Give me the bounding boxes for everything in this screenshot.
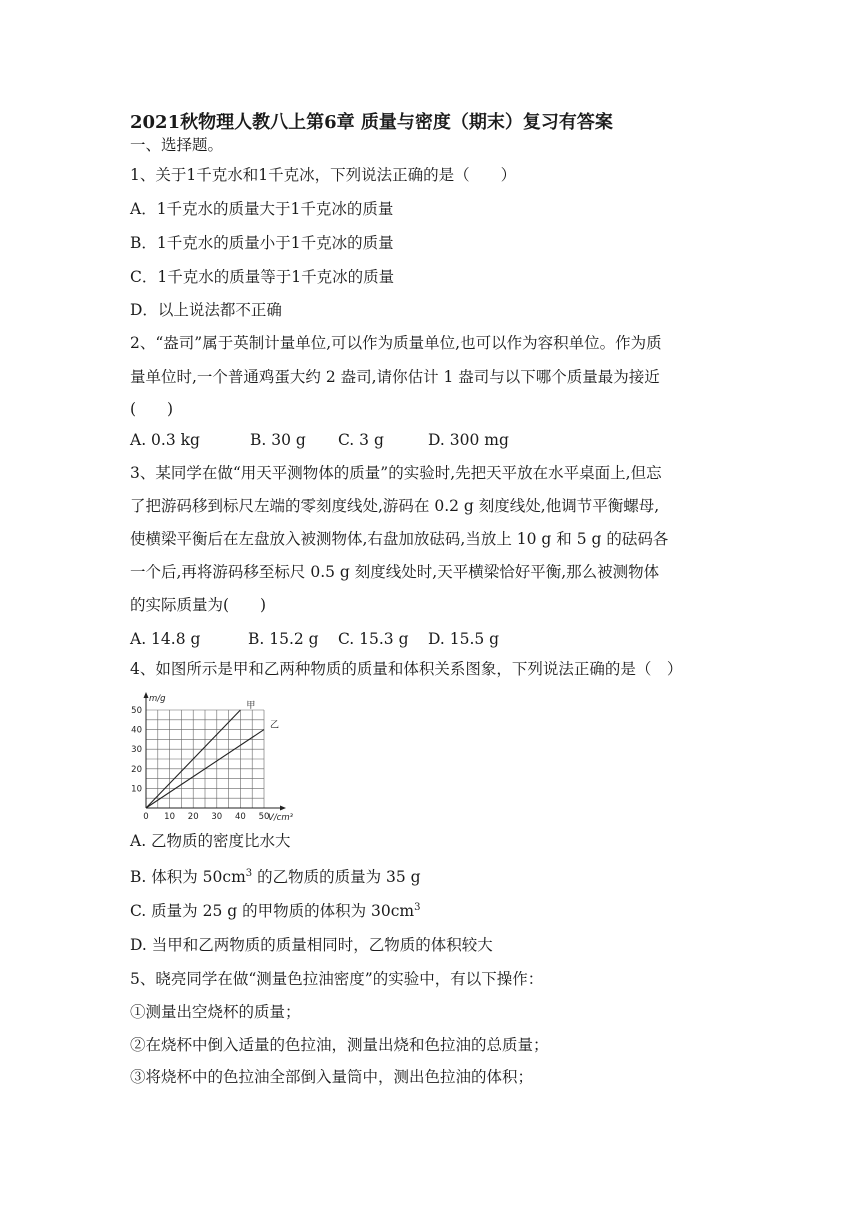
x-tick-label: 40: [234, 812, 246, 822]
q2-options: [130, 433, 509, 449]
q2-option-a: A. 0.3 kg: [130, 431, 200, 449]
q3-options: [130, 632, 499, 648]
q5-step-3: ③将烧杯中的色拉油全部倒入量筒中，测出色拉油的体积；: [130, 1068, 534, 1086]
q3-stem-line: 使横梁平衡后在左盘放入被测物体,右盘加放砝码,当放上 10 g 和 5 g 的砝码各: [130, 530, 669, 548]
series-label: 乙: [270, 720, 280, 731]
q2-stem-line: 量单位时,一个普通鸡蛋大约 2 盎司,请你估计 1 盎司与以下哪个质量最为接近: [130, 368, 660, 386]
y-tick-label: 20: [131, 764, 142, 775]
series-label: 甲: [246, 701, 256, 711]
q2-option-d: D. 300 mg: [428, 431, 509, 449]
y-axis-arrow: [144, 692, 149, 698]
x-tick-label: 30: [211, 812, 223, 822]
x-tick-label: 10: [164, 812, 176, 822]
q2-option-b: B. 30 g: [250, 431, 306, 449]
section-heading: 一、选择题。: [130, 136, 224, 154]
q1-option-d: D．以上说法都不正确: [130, 301, 282, 319]
q4-option-c: C. 质量为 25 g 的甲物质的体积为 $30cm^3$: [130, 901, 421, 920]
q3-stem-line: 一个后,再将游码移至标尺 0.5 g 刻度线处时,天平横梁恰好平衡,那么被测物体: [130, 563, 660, 581]
x-tick-label: 20: [187, 812, 199, 822]
q4-stem: 4、如图所示是甲和乙两种物质的质量和体积关系图象，下列说法正确的是（ ）: [130, 660, 683, 678]
q4-option-d: D. 当甲和乙两物质的质量相同时，乙物质的体积较大: [130, 936, 493, 954]
q1-option-c: C．1千克水的质量等于1千克冰的质量: [130, 268, 395, 286]
y-tick-label: 10: [131, 784, 142, 795]
x-tick-label: 0: [143, 812, 149, 822]
q1-option-a: A．1千克水的质量大于1千克冰的质量: [130, 200, 394, 218]
q3-option-a: A. 14.8 g: [130, 630, 201, 648]
x-axis-arrow: [280, 806, 286, 811]
q5-stem: 5、晓亮同学在做“测量色拉油密度”的实验中，有以下操作：: [130, 970, 544, 988]
page-title: 2021秋物理人教八上第6章 质量与密度（期末）复习有答案: [130, 112, 613, 133]
y-tick-label: 30: [131, 745, 142, 756]
q3-option-c: C. 15.3 g: [338, 630, 409, 648]
q2-stem-line: 2、“盎司”属于英制计量单位,可以作为质量单位,也可以作为容积单位。作为质: [130, 334, 662, 352]
x-tick-label: 50: [258, 812, 270, 822]
q3-stem-line: 的实际质量为( ): [130, 596, 267, 614]
q3-option-d: D. 15.5 g: [428, 630, 500, 648]
y-tick-label: 40: [131, 725, 142, 736]
q1-option-b: B．1千克水的质量小于1千克冰的质量: [130, 234, 394, 252]
q5-step-2: ②在烧杯中倒入适量的色拉油，测量出烧和色拉油的总质量；: [130, 1036, 549, 1054]
q1-stem: 1、关于1千克水和1千克冰，下列说法正确的是（ ）: [130, 166, 517, 184]
q5-step-1: ①测量出空烧杯的质量；: [130, 1003, 301, 1021]
x-axis-label: V/cm³: [268, 813, 294, 823]
y-tick-label: 50: [131, 706, 142, 716]
q2-option-c: C. 3 g: [338, 431, 384, 449]
q4-option-a: A. 乙物质的密度比水大: [130, 832, 291, 850]
q3-stem-line: 了把游码移到标尺左端的零刻度线处,游码在 0.2 g 刻度线处,他调节平衡螺母,: [130, 497, 660, 515]
q3-option-b: B. 15.2 g: [248, 630, 319, 648]
mass-volume-chart: [128, 690, 308, 826]
q3-stem-line: 3、某同学在做“用天平测物体的质量”的实验时,先把天平放在水平桌面上,但忘: [130, 464, 662, 482]
y-axis-label: m/g: [149, 694, 166, 704]
q2-stem-line: ( ): [130, 400, 174, 418]
q4-option-b: B. 体积为 $50cm^3$ 的乙物质的质量为 35 g: [130, 867, 421, 886]
